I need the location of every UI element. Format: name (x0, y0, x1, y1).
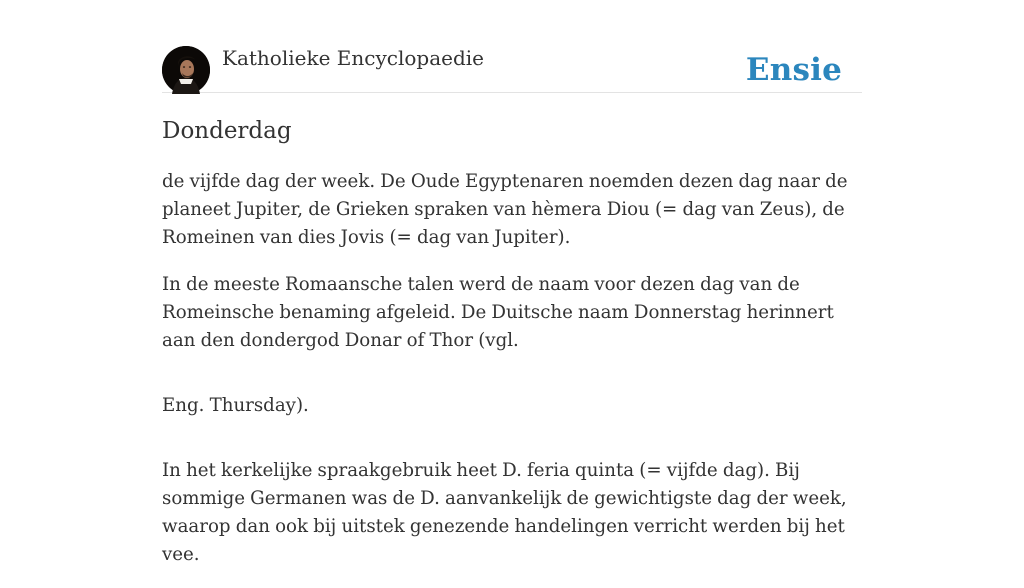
article-paragraph: In de meeste Romaansche talen werd de naam voor dezen dag van de Romeinsche benaming afgeleid. De Duitsche naam Donnerstag herinnert aan den dondergod Donar of Thor (vgl. (162, 274, 834, 351)
article-paragraph: In het kerkelijke spraakgebruik heet D. feria quinta (= vijfde dag). Bij sommige Germanen was de D. aanvankelijk de gewichtigste dag der week, waarop dan ook bij uitstek genezende handelingen verricht werden bij het vee. (162, 460, 847, 565)
page-title: Donderdag (162, 118, 292, 144)
source-title[interactable]: Katholieke Encyclopaedie (222, 46, 484, 70)
page-header (162, 46, 862, 93)
brand-logo[interactable]: Ensie (745, 52, 842, 88)
article-paragraph: de vijfde dag der week. De Oude Egyptenaren noemden dezen dag naar de planeet Jupiter, de Grieken spraken van hèmera Diou (= dag van Zeus), de Romeinen van dies Jovis (= dag van Jupiter). (162, 171, 848, 248)
article-body (162, 168, 862, 588)
portrait-image (162, 46, 210, 94)
portrait-avatar-icon[interactable] (162, 46, 210, 94)
article-paragraph: Eng. Thursday). (162, 395, 309, 416)
